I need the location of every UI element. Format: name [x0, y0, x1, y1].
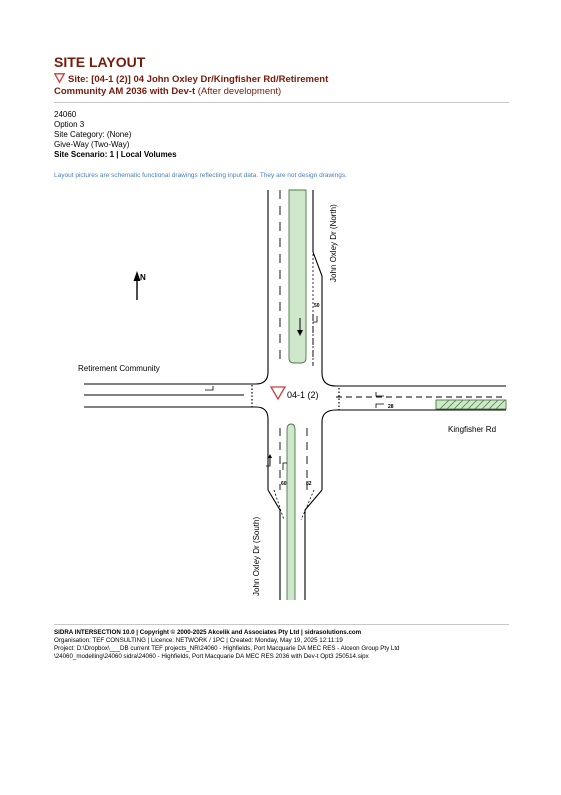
- east-approach: [322, 388, 506, 422]
- footer-project: Project: D:\Dropbox\___DB current TEF projects_NR\24060 - Highfields, Port Macquarie DA MEC RES - Alceon Group Pty Ltd: [54, 645, 400, 652]
- site-label-line2: Community AM 2036 with Dev-t: [54, 86, 196, 97]
- footer-organisation: Organisation: TEF CONSULTING | Licence: NETWORK / 1PC | Created: Monday, May 19, 2025 12:11:19: [54, 637, 343, 644]
- north-approach: [84, 190, 506, 386]
- west-approach: [84, 385, 268, 419]
- south-median: [287, 424, 295, 600]
- road-label-west: Retirement Community: [78, 364, 160, 373]
- footer-copyright: SIDRA INTERSECTION 10.0 | Copyright © 2000-2025 Akcelik and Associates Pty Ltd | sidrasolutions.com: [54, 629, 362, 636]
- report-footer: [54, 629, 400, 661]
- site-label-suffix: (After development): [197, 86, 282, 97]
- lane-length-south-left: 60: [281, 481, 287, 487]
- south-approach: [266, 419, 322, 600]
- site-option: Option 3: [54, 120, 85, 129]
- lane-length-north: 50: [314, 303, 320, 309]
- site-scenario: Site Scenario: 1 | Local Volumes: [54, 150, 177, 159]
- north-label: N: [140, 273, 146, 282]
- north-median: [289, 190, 306, 363]
- site-control: Give-Way (Two-Way): [54, 140, 130, 149]
- lane-length-south-right: 82: [306, 481, 312, 487]
- footer-divider: [54, 624, 509, 625]
- lane-length-east: 28: [388, 404, 394, 410]
- east-median: [436, 400, 506, 409]
- road-label-east: Kingfisher Rd: [448, 425, 497, 434]
- site-tag: 04-1 (2): [287, 390, 319, 400]
- site-id: 24060: [54, 110, 77, 119]
- page-title: SITE LAYOUT: [54, 54, 146, 70]
- road-label-south: John Oxley Dr (South): [252, 516, 261, 596]
- footer-project-path: \24060_modelling\24060 sidra\24060 - Highfields, Port Macquarie DA MEC RES 2036 with Dev-t Opt3 250514.sipx: [54, 653, 369, 660]
- layout-note: Layout pictures are schematic functional drawings reflecting input data. They are not design drawings.: [54, 172, 347, 179]
- site-label: Site: [04-1 (2)] 04 John Oxley Dr/Kingfisher Rd/Retirement: [68, 74, 329, 85]
- road-label-north: John Oxley Dr (North): [329, 204, 338, 282]
- site-category: Site Category: (None): [54, 130, 132, 139]
- giveway-triangle-icon: [271, 387, 285, 399]
